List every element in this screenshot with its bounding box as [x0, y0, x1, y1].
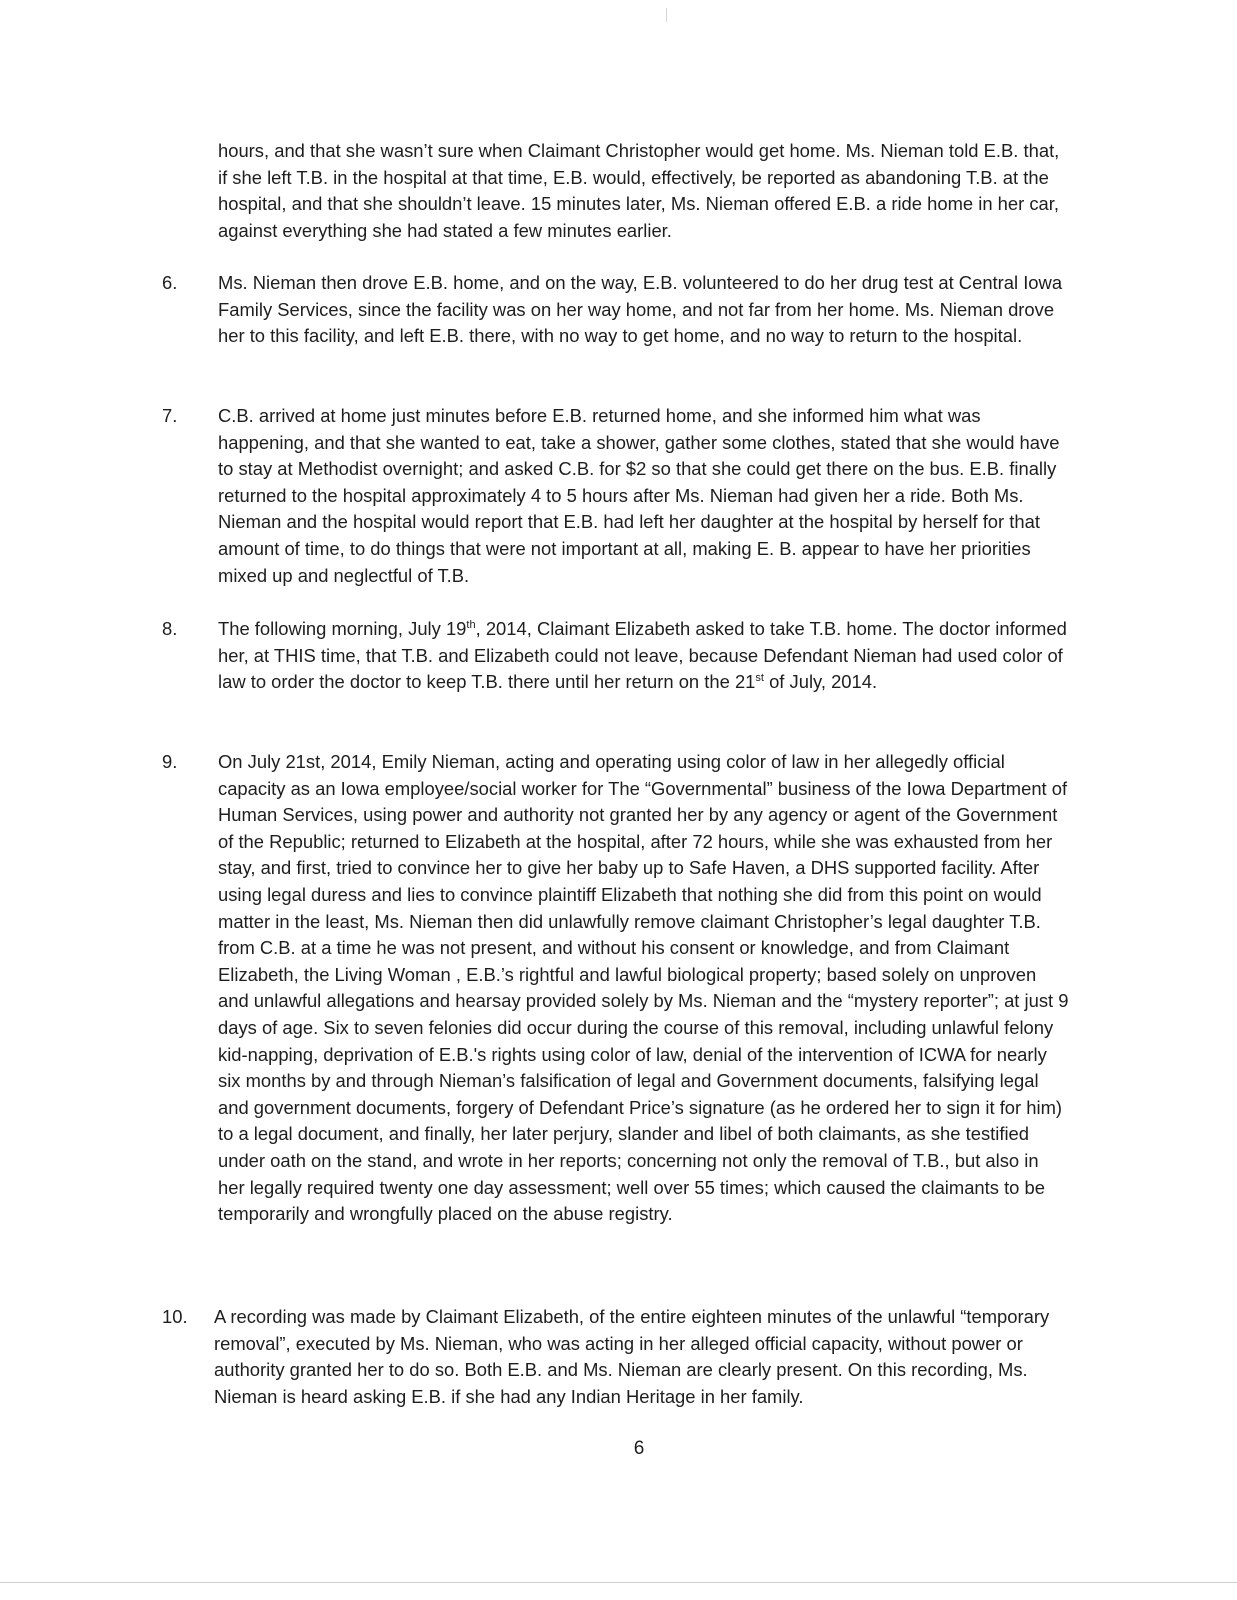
text-segment: The following morning, July 19 [218, 618, 467, 639]
text-segment: , 2014, Claimant Elizabeth asked to take T.B. home. The doctor informed her, at THIS time, that T.B. and Elizabeth could not leave, because Defendant Nieman had used color of law to order the doctor to keep T.B. there until her return on the 21 [218, 618, 1067, 693]
paragraph-text: Ms. Nieman then drove E.B. home, and on the way, E.B. volunteered to do her drug test at Central Iowa Family Services, since the facility was on her way home, and not far from her home. Ms. Nieman drove her to this facility, and left E.B. there, with no way to get home, and no way to return to the hospital. [218, 272, 1063, 347]
paragraph-number: 6. [162, 272, 178, 293]
page-number: 6 [633, 1438, 645, 1459]
paragraph-number: 9. [162, 751, 178, 772]
ordinal-suffix: st [755, 672, 764, 685]
scan-edge [0, 1582, 1237, 1583]
paragraph-text: A recording was made by Claimant Elizabeth, of the entire eighteen minutes of the unlawful “temporary removal”, executed by Ms. Nieman, who was acting in her alleged official capacity, without power or authority granted her to do so. Both E.B. and Ms. Nieman are clearly present. On this recording, Ms. Nieman is heard asking E.B. if she had any Indian Heritage in her family. [214, 1306, 1050, 1407]
paragraph-number: 10. [162, 1306, 188, 1327]
paragraph-number: 8. [162, 618, 178, 639]
text-segment: of July, 2014. [763, 671, 878, 693]
paragraph-number: 7. [162, 405, 178, 426]
scan-mark [666, 8, 667, 22]
ordinal-suffix: th [466, 618, 476, 631]
paragraph-text: On July 21st, 2014, Emily Nieman, acting and operating using color of law in her allegedly official capacity as an Iowa employee/social worker for The “Governmental” business of the Iowa Department of Human Services, using power and authority not granted her by any agency or agent of the Government of the Republic; returned to Elizabeth at the hospital, after 72 hours, while she was exhausted from her stay, and first, tried to convince her to give her baby up to Safe Haven, a DHS supported facility. After using legal duress and lies to convince plaintiff Elizabeth that nothing she did from this point on would matter in the least, Ms. Nieman then did unlawfully remove claimant Christopher’s legal daughter T.B. from C.B. at a time he was not present, and without his consent or knowledge, and from Claimant Elizabeth, the Living Woman , E.B.’s rightful and lawful biological property; based solely on unproven and unlawful allegations and hearsay provided solely by Ms. Nieman and the “mystery reporter”; at just 9 days of age. Six to seven felonies did occur during the course of this removal, including unlawful felony kid-napping, deprivation of E.B.'s rights using color of law, denial of the intervention of ICWA for nearly six months by and through Nieman’s falsification of legal and Government documents, falsifying legal and government documents, forgery of Defendant Price’s signature (as he ordered her to sign it for him) to a legal document, and finally, her later perjury, slander and libel of both claimants, as she testified under oath on the stand, and wrote in her reports; concerning not only the removal of T.B., but also in her legally required twenty one day assessment; well over 55 times; which caused the claimants to be temporarily and wrongfully placed on the abuse registry. [218, 751, 1069, 1225]
paragraph-text: C.B. arrived at home just minutes before E.B. returned home, and she informed him what was happening, and that she wanted to eat, take a shower, gather some clothes, stated that she would have to stay at Methodist overnight; and asked C.B. for $2 so that she could get there on the bus. E.B. finally returned to the hospital approximately 4 to 5 hours after Ms. Nieman had given her a ride. Both Ms. Nieman and the hospital would report that E.B. had left her daughter at the hospital by herself for that amount of time, to do things that were not important at all, making E. B. appear to have her priorities mixed up and neglectful of T.B. [218, 405, 1060, 586]
continued-paragraph: hours, and that she wasn’t sure when Claimant Christopher would get home. Ms. Nieman told E.B. that, if she left T.B. in the hospital at that time, E.B. would, effectively, be reported as abandoning T.B. at the hospital, and that she shouldn’t leave. 15 minutes later, Ms. Nieman offered E.B. a ride home in her car, against everything she had stated a few minutes earlier. [218, 140, 1060, 241]
paragraph-text [218, 616, 1070, 696]
